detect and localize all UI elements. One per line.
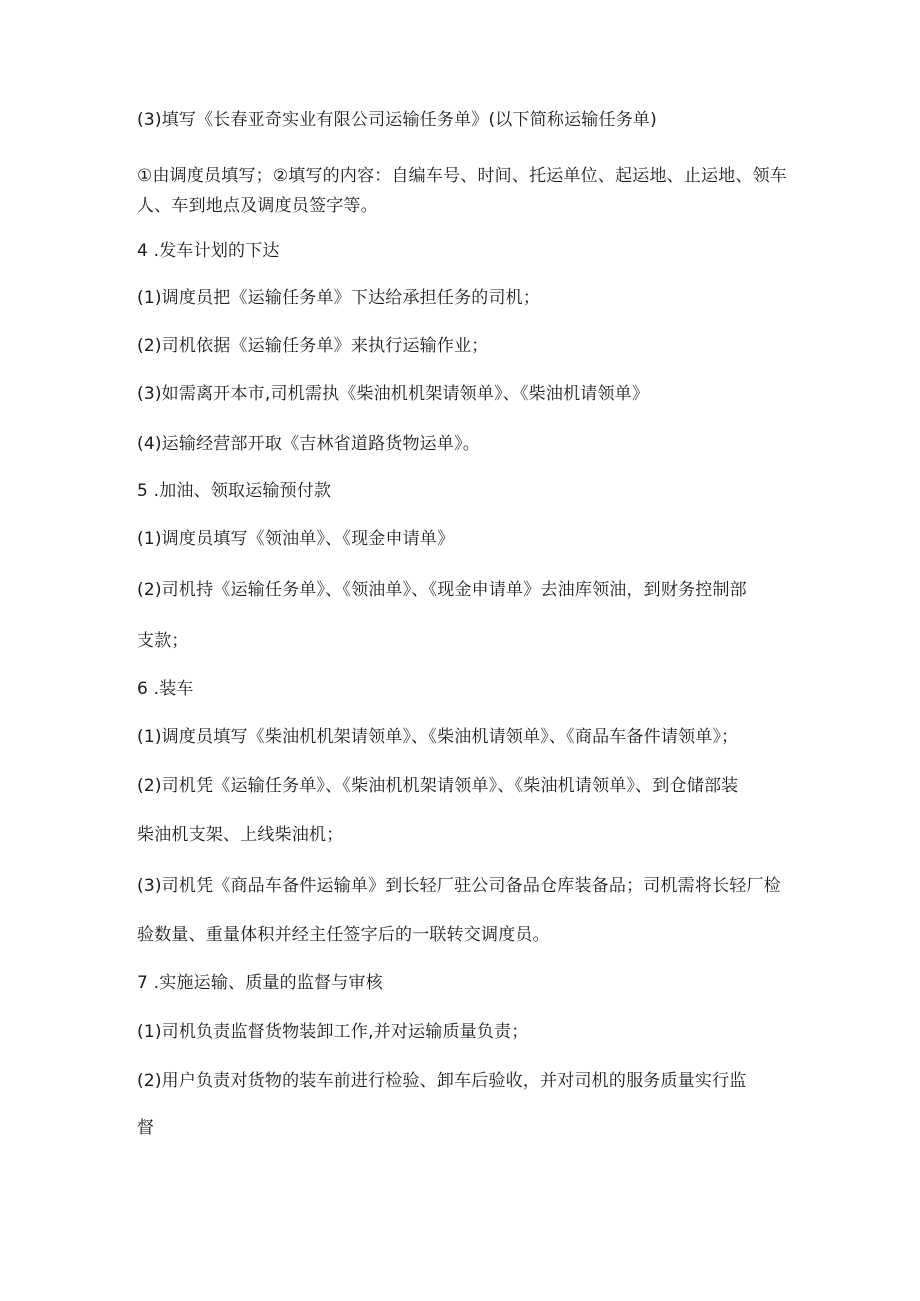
text-line: 柴油机支架、上线柴油机； — [137, 825, 344, 845]
text-line: (2)司机持《运输任务单》、《领油单》、《现金申请单》去油库领油，到财务控制部 — [137, 580, 747, 600]
text-line: (2)司机依据《运输任务单》来执行运输作业； — [137, 336, 489, 356]
section-heading: 6 .装车 — [137, 679, 194, 699]
text-line: 督 — [137, 1118, 155, 1138]
text-line: 支款； — [137, 631, 189, 651]
text-line: (1)司机负责监督货物装卸工作,并对运输质量负责； — [137, 1022, 529, 1042]
section-heading: 7 .实施运输、质量的监督与审核 — [137, 973, 383, 993]
text-line: (1)调度员把《运输任务单》下达给承担任务的司机； — [137, 288, 541, 308]
text-line: (1)调度员填写《领油单》、《现金申请单》 — [137, 529, 455, 549]
text-line: (4)运输经营部开取《吉林省道路货物运单》。 — [137, 434, 480, 454]
text-line: 验数量、重量体积并经主任签字后的一联转交调度员。 — [137, 925, 550, 945]
text-line: (3)填写《长春亚奇实业有限公司运输任务单》(以下简称运输任务单) — [137, 110, 657, 130]
section-heading: 5 .加油、领取运输预付款 — [137, 481, 332, 501]
text-line: (3)如需离开本市,司机需执《柴油机机架请领单》、《柴油机请领单》 — [137, 384, 650, 404]
text-line: (1)调度员填写《柴油机机架请领单》、《柴油机请领单》、《商品车备件请领单》； — [137, 727, 739, 747]
text-line: 人、车到地点及调度员签字等。 — [137, 196, 378, 216]
text-line: (2)用户负责对货物的装车前进行检验、卸车后验收，并对司机的服务质量实行监 — [137, 1071, 747, 1091]
text-line: (3)司机凭《商品车备件运输单》到长轻厂驻公司备品仓库装备品；司机需将长轻厂检 — [137, 876, 781, 896]
text-line: (2)司机凭《运输任务单》、《柴油机机架请领单》、《柴油机请领单》、到仓储部装 — [137, 776, 739, 796]
text-line: ①由调度员填写；②填写的内容：自编车号、时间、托运单位、起运地、止运地、领车 — [137, 166, 788, 186]
section-heading: 4 .发车计划的下达 — [137, 241, 280, 261]
